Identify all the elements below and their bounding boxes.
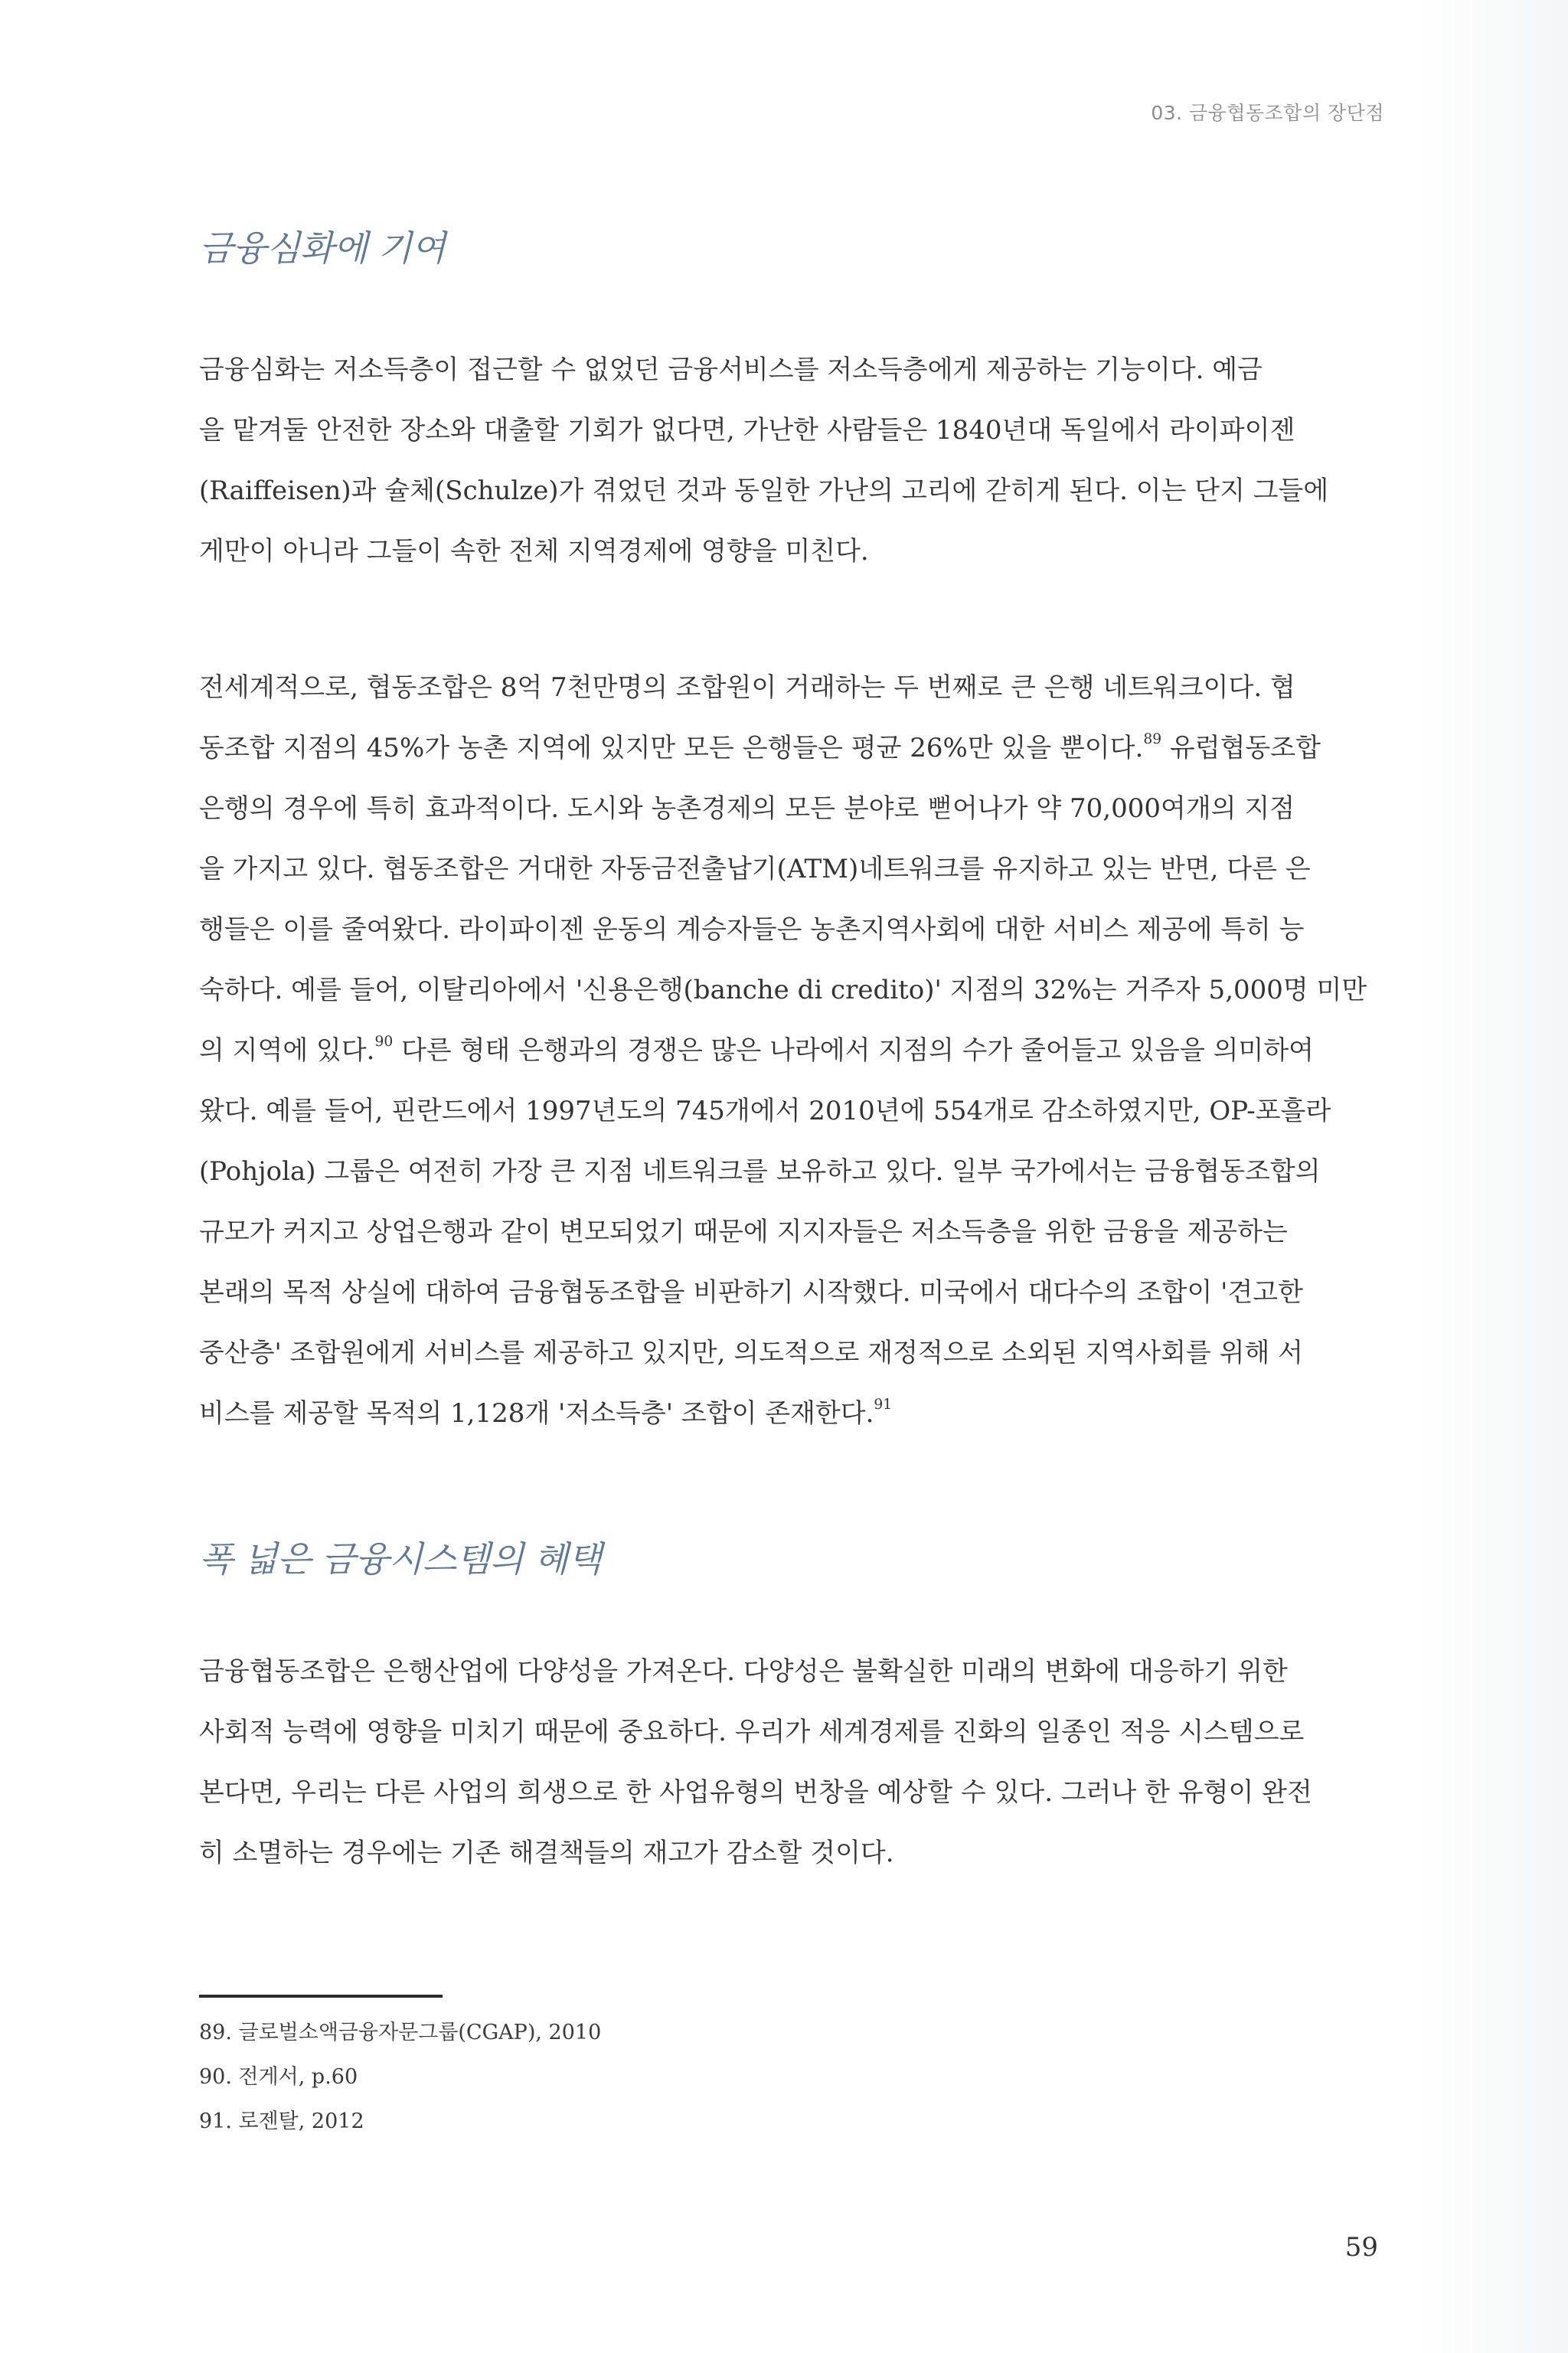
text-line xyxy=(199,1392,892,1430)
text-segment: 의 지역에 있다. xyxy=(199,1035,375,1066)
text-line: 을 맡겨둘 안전한 장소와 대출할 기회가 없다면, 가난한 사람들은 1840년대 독일에서 라이파이젠 xyxy=(199,415,1295,446)
footnote-89: 89. 글로벌소액금융자문그룹(CGAP), 2010 xyxy=(199,2021,602,2044)
text-line: 금융심화는 저소득층이 접근할 수 없었던 금융서비스를 저소득층에게 제공하는 기능이다. 예금 xyxy=(199,355,1263,385)
text-line: 규모가 커지고 상업은행과 같이 변모되었기 때문에 지지자들은 저소득층을 위한 금융을 제공하는 xyxy=(199,1217,1288,1247)
text-line: 왔다. 예를 들어, 핀란드에서 1997년도의 745개에서 2010년에 554개로 감소하였지만, OP-포흘라 xyxy=(199,1096,1331,1126)
text-line: 본다면, 우리는 다른 사업의 희생으로 한 사업유형의 번창을 예상할 수 있다. 그러나 한 유형이 완전 xyxy=(199,1777,1312,1808)
page-number: 59 xyxy=(1344,2232,1378,2263)
text-line: 중산층' 조합원에게 서비스를 제공하고 있지만, 의도적으로 재정적으로 소외된 지역사회를 위해 서 xyxy=(199,1338,1303,1368)
text-line: (Raiffeisen)과 슐체(Schulze)가 겪었던 것과 동일한 가난의 고리에 갇히게 된다. 이는 단지 그들에 xyxy=(199,476,1329,506)
text-line: 본래의 목적 상실에 대하여 금융협동조합을 비판하기 시작했다. 미국에서 대다수의 조합이 '견고한 xyxy=(199,1277,1303,1308)
text-line: (Pohjola) 그룹은 여전히 가장 큰 지점 네트워크를 보유하고 있다. 일부 국가에서는 금융협동조합의 xyxy=(199,1156,1321,1187)
text-segment: 다른 형태 은행과의 경쟁은 많은 나라에서 지점의 수가 줄어들고 있음을 의미하여 xyxy=(393,1035,1315,1066)
footnote-ref-91[interactable]: 91 xyxy=(874,1397,893,1413)
running-header: 03. 금융협동조합의 장단점 xyxy=(1151,102,1384,124)
text-segment: 동조합 지점의 45%가 농촌 지역에 있지만 모든 은행들은 평균 26%만 있을 뿐이다. xyxy=(199,733,1144,763)
text-segment: 비스를 제공할 목적의 1,128개 '저소득층' 조합이 존재한다. xyxy=(199,1398,874,1429)
text-line: 게만이 아니라 그들이 속한 전체 지역경제에 영향을 미친다. xyxy=(199,536,869,567)
text-line: 은행의 경우에 특히 효과적이다. 도시와 농촌경제의 모든 분야로 뻗어나가 약 70,000여개의 지점 xyxy=(199,793,1295,824)
text-line xyxy=(199,727,1321,764)
footnote-ref-89[interactable]: 89 xyxy=(1143,731,1162,748)
text-line: 금융협동조합은 은행산업에 다양성을 가져온다. 다양성은 불확실한 미래의 변화에 대응하기 위한 xyxy=(199,1656,1288,1687)
text-segment: 유럽협동조합 xyxy=(1161,733,1321,763)
page-edge-shade xyxy=(1415,0,1568,2353)
text-line: 히 소멸하는 경우에는 기존 해결책들의 재고가 감소할 것이다. xyxy=(199,1838,894,1868)
footnote-ref-90[interactable]: 90 xyxy=(374,1034,394,1051)
section-heading-financial-deepening: 금융심화에 기여 xyxy=(199,227,446,269)
text-line: 사회적 능력에 영향을 미치기 때문에 중요하다. 우리가 세계경제를 진화의 일종인 적응 시스템으로 xyxy=(199,1717,1305,1747)
footnote-divider xyxy=(199,1995,443,1998)
text-line: 숙하다. 예를 들어, 이탈리아에서 '신용은행(banche di credito)' 지점의 32%는 거주자 5,000명 미만 xyxy=(199,975,1367,1005)
footnote-90: 90. 전게서, p.60 xyxy=(199,2065,358,2089)
text-line: 행들은 이를 줄여왔다. 라이파이젠 운동의 계승자들은 농촌지역사회에 대한 서비스 제공에 특히 능 xyxy=(199,914,1305,945)
text-line xyxy=(199,1029,1314,1067)
section-heading-financial-system-benefits: 폭 넓은 금융시스템의 혜택 xyxy=(199,1538,602,1580)
footnote-91: 91. 로젠탈, 2012 xyxy=(199,2110,364,2133)
text-line: 전세계적으로, 협동조합은 8억 7천만명의 조합원이 거래하는 두 번째로 큰 은행 네트워크이다. 협 xyxy=(199,672,1295,703)
text-line: 을 가지고 있다. 협동조합은 거대한 자동금전출납기(ATM)네트워크를 유지하고 있는 반면, 다른 은 xyxy=(199,854,1311,884)
